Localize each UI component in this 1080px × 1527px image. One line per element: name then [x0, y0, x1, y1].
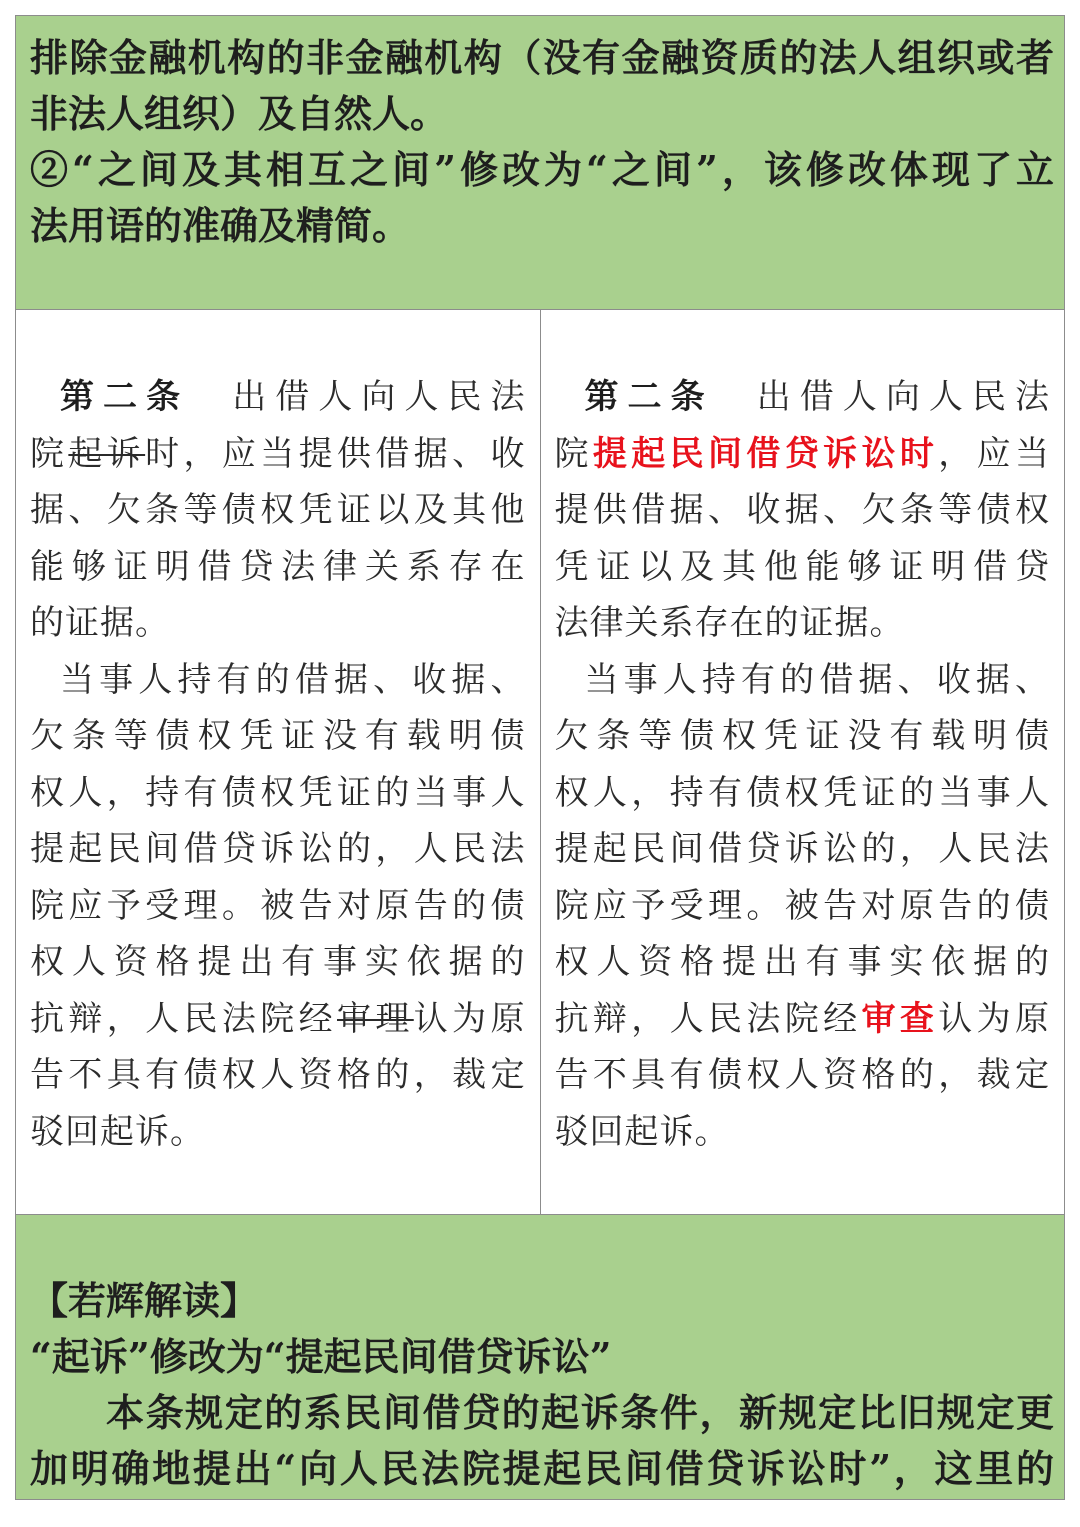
provision-line: 欠条等债权凭证没有载明债 — [30, 716, 526, 756]
text-segment: ，应当 — [938, 433, 1050, 474]
note-line: 非法人组织）及自然人。 — [30, 91, 449, 136]
note-line: 法用语的准确及精简。 — [30, 203, 411, 248]
provision-line: 权人，持有债权凭证的当事人 — [554, 772, 1050, 813]
provision-line: 当事人持有的借据、收据、 — [60, 659, 526, 700]
provision-line — [30, 991, 526, 1048]
provision-line — [30, 426, 526, 483]
provision-line: 当事人持有的借据、收据、 — [584, 659, 1050, 700]
commentary-subheading: “起诉”修改为“提起民间借贷诉讼” — [30, 1334, 612, 1379]
provision-line — [555, 991, 1051, 1048]
new-provision-column — [540, 310, 1065, 1214]
provision-line: 提起民间借贷诉讼的，人民法 — [554, 829, 1050, 869]
article-label: 第二条 — [60, 377, 190, 417]
provision-line: 欠条等债权凭证没有载明债 — [554, 716, 1050, 756]
commentary-heading: 【若辉解读】 — [30, 1278, 259, 1323]
text-segment: 认为原 — [413, 998, 526, 1039]
article-label: 第二条 — [584, 377, 714, 417]
note-line: ②“之间及其相互之间”修改为“之间”，该修改体现了立 — [30, 147, 1054, 192]
text-segment: 抗辩，人民法院经 — [554, 998, 862, 1039]
provision-line: 提供借据、收据、欠条等债权 — [554, 490, 1050, 530]
provision-line: 驳回起诉。 — [554, 1111, 730, 1152]
inserted-text: 提起民间借贷诉讼时 — [592, 433, 939, 474]
provision-line: 权人资格提出有事实依据的 — [554, 942, 1050, 982]
provision-line — [555, 426, 1051, 483]
provision-line: 权人，持有债权凭证的当事人 — [30, 772, 526, 813]
text-segment: 出借人向人民法 — [189, 377, 526, 417]
deleted-text: 审理 — [337, 998, 414, 1039]
provision-line: 院应予受理。被告对原告的债 — [554, 885, 1050, 926]
text-segment: 院 — [30, 433, 69, 474]
text-segment: 时，应当提供借据、收 — [145, 433, 526, 474]
prior-note-section — [15, 15, 1065, 310]
text-segment: 院 — [554, 433, 593, 474]
note-line: 排除金融机构的非金融机构（没有金融资质的法人组织或者 — [30, 35, 1054, 80]
provision-comparison-table — [15, 310, 1065, 1215]
provision-line: 权人资格提出有事实依据的 — [30, 942, 526, 982]
deleted-text: 起诉 — [68, 433, 146, 474]
provision-line — [30, 369, 526, 426]
provision-line: 能够证明借贷法律关系存在 — [30, 546, 526, 587]
provision-line: 驳回起诉。 — [30, 1111, 205, 1152]
provision-line: 法律关系存在的证据。 — [554, 603, 905, 643]
provision-line: 凭证以及其他能够证明借贷 — [554, 546, 1050, 587]
text-segment: 抗辩，人民法院经 — [30, 998, 337, 1039]
provision-line — [555, 369, 1051, 426]
text-segment: 认为原 — [938, 998, 1050, 1039]
text-segment: 出借人向人民法 — [713, 377, 1051, 417]
commentary-section — [15, 1215, 1065, 1500]
provision-line: 的证据。 — [30, 603, 170, 643]
inserted-text: 审查 — [861, 998, 939, 1039]
document-page — [15, 15, 1065, 1500]
provision-line: 院应予受理。被告对原告的债 — [30, 885, 526, 926]
commentary-line: 加明确地提出“向人民法院提起民间借贷诉讼时”，这里的 — [30, 1446, 1054, 1491]
provision-line: 告不具有债权人资格的，裁定 — [30, 1055, 526, 1095]
old-provision-column — [16, 310, 540, 1214]
commentary-line: 本条规定的系民间借贷的起诉条件，新规定比旧规定更 — [106, 1390, 1054, 1435]
provision-line: 据、欠条等债权凭证以及其他 — [30, 490, 526, 530]
provision-line: 提起民间借贷诉讼的，人民法 — [30, 829, 526, 869]
provision-line: 告不具有债权人资格的，裁定 — [554, 1055, 1050, 1095]
